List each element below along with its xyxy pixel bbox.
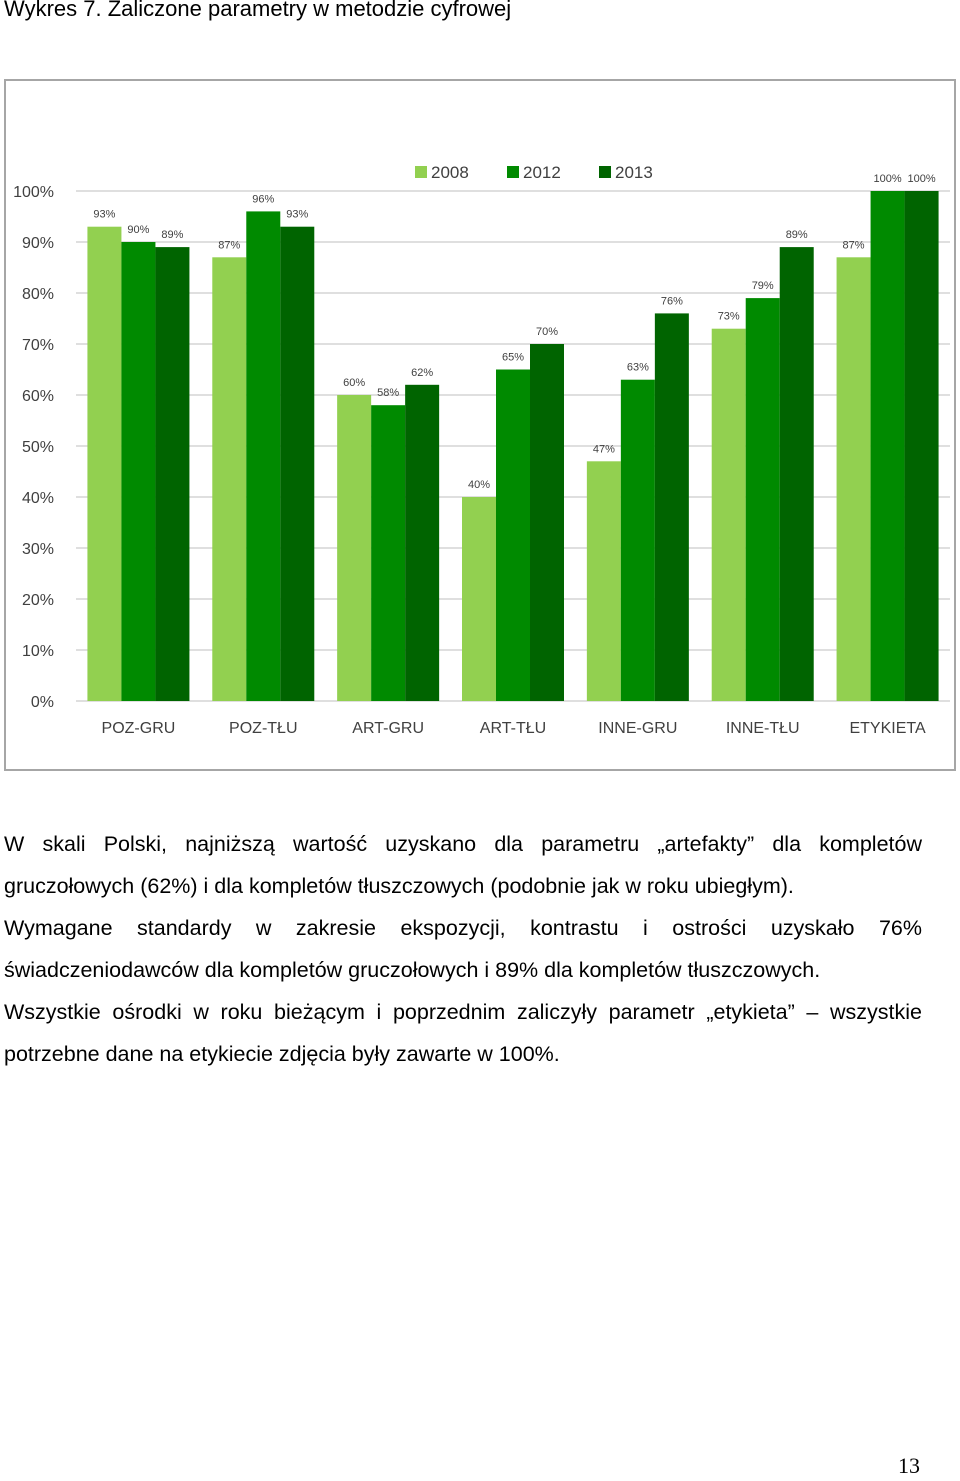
y-tick-label: 100% — [13, 184, 54, 201]
data-label: 63% — [626, 361, 649, 374]
bar — [212, 257, 246, 701]
page-number: 13 — [898, 1453, 920, 1478]
y-tick-label: 70% — [21, 337, 54, 354]
data-label: 100% — [873, 173, 902, 185]
bar — [712, 329, 746, 701]
paragraph-2: Wymagane standardy w zakresie ekspozycji, kontrastu i ostrości uzyskało 76% świadczeniodawców dla kompletów gruczołowych i 89% dla kompletów tłuszczowych. — [4, 916, 922, 982]
data-label: 76% — [660, 295, 683, 308]
y-tick-label: 90% — [21, 235, 54, 252]
y-tick-label: 40% — [21, 490, 54, 507]
bar — [87, 227, 121, 701]
bar — [780, 247, 814, 701]
y-tick-label: 60% — [21, 388, 54, 405]
y-tick-label: 0% — [30, 694, 54, 711]
bar — [337, 395, 371, 701]
bar — [530, 344, 564, 701]
bar — [746, 298, 780, 701]
bar — [871, 191, 905, 701]
paragraph-1: W skali Polski, najniższą wartość uzyskano dla parametru „artefakty” dla kompletów gruczołowych (62%) i dla kompletów tłuszczowych (podobnie jak w roku ubiegłym). — [4, 832, 922, 898]
x-tick-label: POZ-TŁU — [229, 720, 298, 737]
data-label: 100% — [907, 173, 936, 185]
bar — [621, 380, 655, 701]
data-label: 79% — [751, 280, 774, 293]
legend-swatch — [415, 166, 427, 178]
y-tick-label: 10% — [21, 643, 54, 660]
bar — [587, 461, 621, 701]
data-label: 65% — [501, 351, 525, 364]
data-label: 47% — [592, 443, 615, 456]
bar — [155, 247, 189, 701]
data-label: 58% — [377, 387, 400, 400]
bar — [837, 257, 871, 701]
data-label: 89% — [785, 229, 808, 242]
bar — [246, 211, 280, 701]
legend-label: 2008 — [431, 163, 469, 182]
legend-swatch — [507, 166, 519, 178]
bar — [405, 385, 439, 701]
x-tick-label: POZ-GRU — [101, 720, 176, 737]
y-tick-label: 50% — [21, 439, 54, 456]
body-text — [4, 823, 922, 1075]
chart-frame — [4, 79, 956, 771]
bar — [280, 227, 314, 701]
chart-caption: Wykres 7. Zaliczone parametry w metodzie cyfrowej — [4, 0, 512, 21]
legend-swatch — [599, 166, 611, 178]
bar — [655, 313, 689, 701]
x-tick-label: ETYKIETA — [849, 720, 926, 737]
data-label: 70% — [535, 326, 559, 338]
x-tick-label: INNE-GRU — [598, 720, 678, 737]
x-tick-label: ART-GRU — [352, 720, 425, 737]
y-tick-label: 30% — [21, 541, 54, 558]
data-label: 96% — [252, 193, 275, 206]
data-label: 93% — [93, 208, 116, 221]
y-tick-label: 20% — [21, 592, 54, 609]
data-label: 89% — [161, 229, 184, 242]
data-label: 93% — [286, 208, 309, 221]
paragraph-3: Wszystkie ośrodki w roku bieżącym i poprzednim zaliczyły parametr „etykieta” – wszystkie potrzebne dane na etykiecie zdjęcia były zawarte w 100%. — [4, 1000, 922, 1066]
bar — [462, 497, 496, 701]
data-label: 40% — [467, 479, 491, 491]
bar — [121, 242, 155, 701]
data-label: 87% — [842, 239, 865, 252]
data-label: 73% — [717, 310, 740, 323]
data-label: 60% — [343, 377, 366, 389]
x-tick-label: INNE-TŁU — [725, 720, 800, 737]
data-label: 87% — [218, 239, 241, 252]
bar — [371, 405, 405, 701]
y-tick-label: 80% — [21, 286, 54, 303]
legend-label: 2013 — [615, 163, 653, 182]
data-label: 62% — [411, 366, 434, 379]
bar — [905, 191, 939, 701]
data-label: 90% — [127, 224, 150, 236]
bar — [496, 370, 530, 702]
bar-chart — [6, 81, 954, 769]
legend-label: 2012 — [523, 163, 561, 182]
x-tick-label: ART-TŁU — [479, 720, 547, 737]
